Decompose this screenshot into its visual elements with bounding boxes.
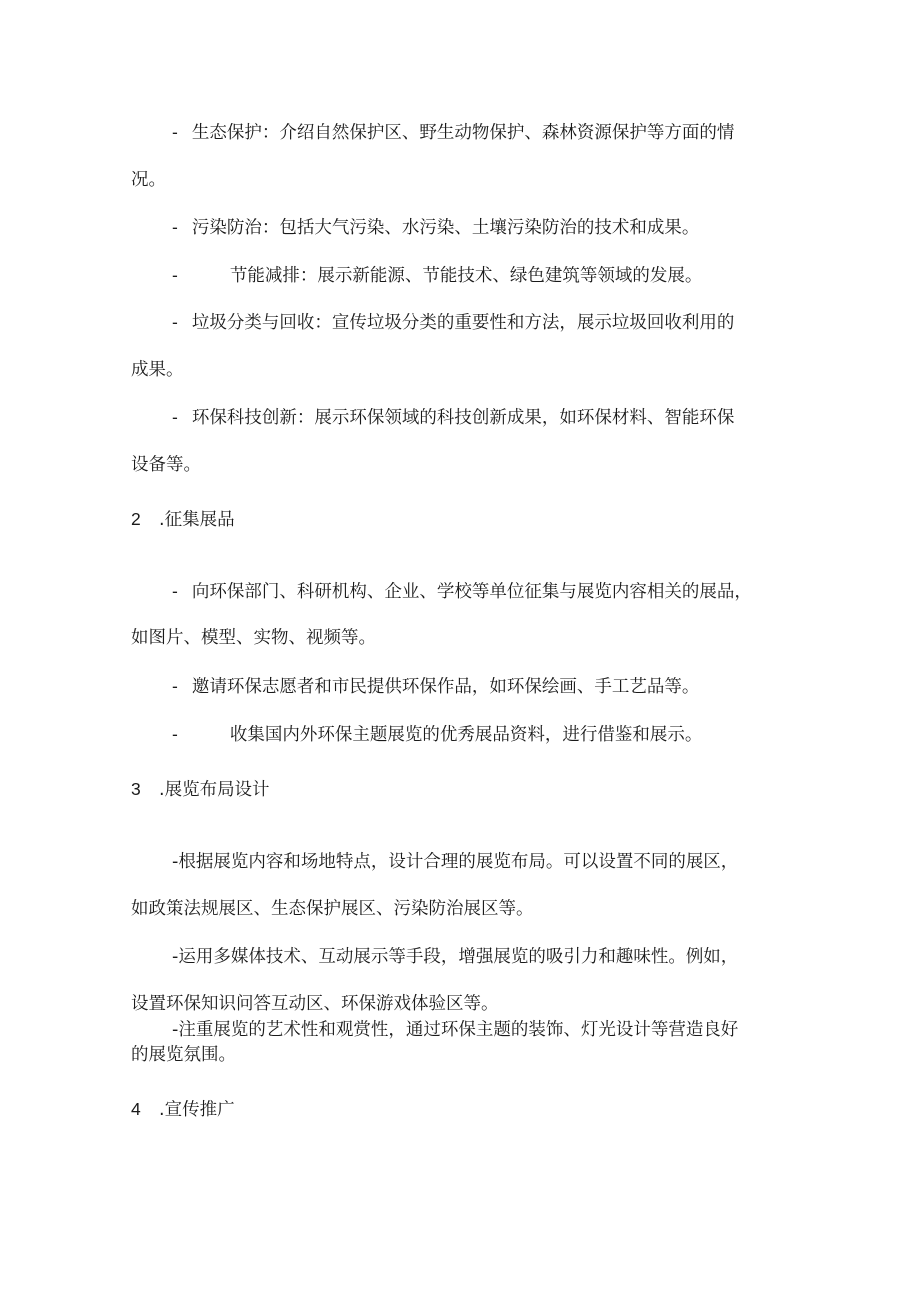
bullet-text: 向环保部门、科研机构、企业、学校等单位征集与展览内容相关的展品， (191, 582, 752, 602)
bullet-text: 垃圾分类与回收：宣传垃圾分类的重要性和方法，展示垃圾回收利用的 (191, 313, 735, 333)
dash: - (172, 724, 178, 744)
section-title: .宣传推广 (159, 1100, 235, 1120)
bullet-garbage-line2: 成果。 (131, 360, 184, 380)
bullet-volunteer (172, 675, 699, 698)
bullet-text: 收集国内外环保主题展览的优秀展品资料，进行借鉴和展示。 (229, 725, 703, 745)
bullet-text: 生态保护：介绍自然保护区、野生动物保护、森林资源保护等方面的情 (191, 123, 735, 143)
dash: - (172, 581, 178, 601)
bullet-tech-line1 (172, 406, 734, 429)
dash: - (172, 265, 178, 285)
bullet-text: 节能减排：展示新能源、节能技术、绿色建筑等领域的发展。 (229, 266, 703, 286)
bullet-text: 邀请环保志愿者和市民提供环保作品，如环保绘画、手工艺品等。 (191, 677, 700, 697)
bullet-collect-line1 (172, 580, 752, 603)
bullet-energy (172, 264, 702, 287)
section-heading-4 (131, 1098, 235, 1121)
dash: - (172, 312, 178, 332)
bullet-art-line1: -注重展览的艺术性和观赏性，通过环保主题的装饰、灯光设计等营造良好 (172, 1020, 739, 1040)
section-number: 2 (131, 509, 141, 529)
section-number: 3 (131, 779, 141, 799)
bullet-multimedia-line1: -运用多媒体技术、互动展示等手段，增强展览的吸引力和趣味性。例如， (172, 947, 739, 967)
dash: - (172, 676, 178, 696)
dash: - (172, 407, 178, 427)
section-number: 4 (131, 1099, 141, 1119)
section-title: .展览布局设计 (159, 780, 270, 800)
section-title: .征集展品 (159, 510, 235, 530)
bullet-ecology-line2: 况。 (131, 170, 166, 190)
bullet-collect-line2: 如图片、模型、实物、视频等。 (131, 628, 376, 648)
bullet-garbage-line1 (172, 311, 734, 334)
bullet-multimedia-line2: 设置环保知识问答互动区、环保游戏体验区等。 (131, 994, 499, 1014)
bullet-references (172, 723, 702, 746)
bullet-tech-line2: 设备等。 (131, 455, 201, 475)
dash: - (172, 217, 178, 237)
bullet-layout-line1: -根据展览内容和场地特点，设计合理的展览布局。可以设置不同的展区， (172, 852, 739, 872)
bullet-layout-line2: 如政策法规展区、生态保护展区、污染防治展区等。 (131, 899, 534, 919)
bullet-text: 污染防治：包括大气污染、水污染、土壤污染防治的技术和成果。 (191, 218, 700, 238)
bullet-pollution (172, 216, 699, 239)
section-heading-2 (131, 508, 235, 531)
section-heading-3 (131, 778, 270, 801)
bullet-text: 环保科技创新：展示环保领域的科技创新成果，如环保材料、智能环保 (191, 408, 735, 428)
bullet-art-line2: 的展览氛围。 (131, 1045, 236, 1065)
bullet-ecology-line1 (172, 121, 734, 144)
dash: - (172, 122, 178, 142)
